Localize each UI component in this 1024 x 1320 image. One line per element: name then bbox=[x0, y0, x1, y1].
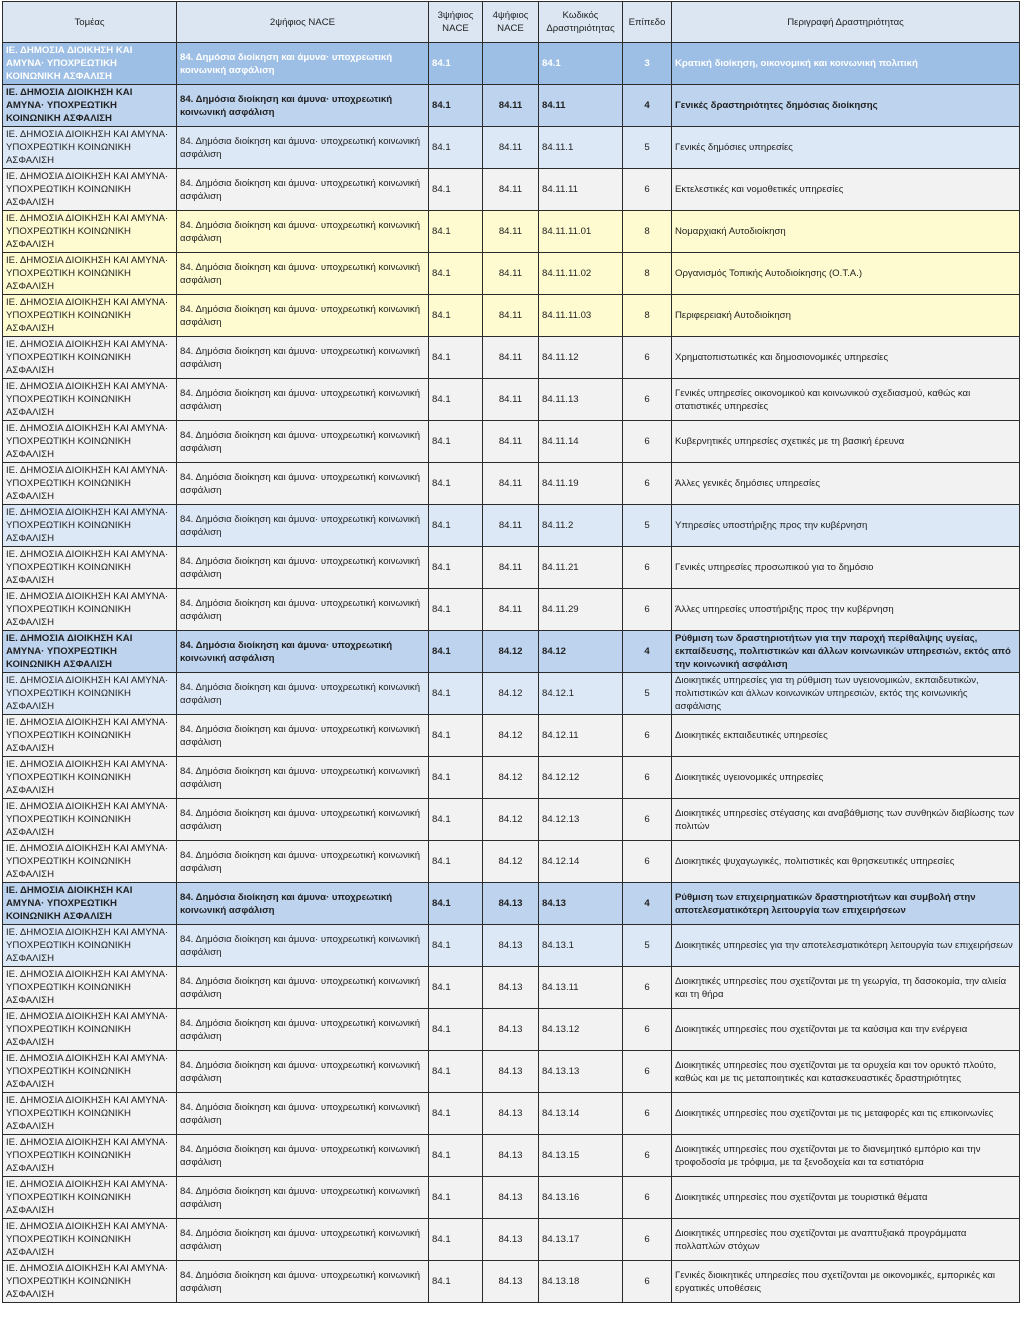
description-cell: Άλλες γενικές δημόσιες υπηρεσίες bbox=[672, 463, 1020, 505]
table-row bbox=[3, 379, 1020, 421]
nace2-cell: 84. Δημόσια διοίκηση και άμυνα· υποχρεωτική κοινωνική ασφάλιση bbox=[177, 1051, 429, 1093]
description-cell: Γενικές υπηρεσίες οικονομικού και κοινωνικού σχεδιασμού, καθώς και στατιστικές υπηρεσίες bbox=[672, 379, 1020, 421]
nace4-cell: 84.12 bbox=[483, 631, 539, 673]
sector-cell: ΙΕ. ΔΗΜΟΣΙΑ ΔΙΟΙΚΗΣΗ ΚΑΙ ΑΜΥΝΑ· ΥΠΟΧΡΕΩΤΙΚΗ ΚΟΙΝΩΝΙΚΗ ΑΣΦΑΛΙΣΗ bbox=[3, 589, 177, 631]
nace3-cell: 84.1 bbox=[429, 925, 483, 967]
nace3-cell: 84.1 bbox=[429, 169, 483, 211]
nace3-cell: 84.1 bbox=[429, 715, 483, 757]
nace2-cell: 84. Δημόσια διοίκηση και άμυνα· υποχρεωτική κοινωνική ασφάλιση bbox=[177, 1093, 429, 1135]
activity-code-cell: 84.11.29 bbox=[539, 589, 623, 631]
activity-code-cell: 84.11.19 bbox=[539, 463, 623, 505]
activity-code-cell: 84.13.12 bbox=[539, 1009, 623, 1051]
nace3-cell: 84.1 bbox=[429, 295, 483, 337]
nace4-cell: 84.11 bbox=[483, 253, 539, 295]
nace3-cell: 84.1 bbox=[429, 211, 483, 253]
table-row bbox=[3, 841, 1020, 883]
table-row bbox=[3, 1051, 1020, 1093]
sector-cell: ΙΕ. ΔΗΜΟΣΙΑ ΔΙΟΙΚΗΣΗ ΚΑΙ ΑΜΥΝΑ· ΥΠΟΧΡΕΩΤΙΚΗ ΚΟΙΝΩΝΙΚΗ ΑΣΦΑΛΙΣΗ bbox=[3, 295, 177, 337]
nace4-cell: 84.13 bbox=[483, 967, 539, 1009]
table-row bbox=[3, 337, 1020, 379]
nace2-cell: 84. Δημόσια διοίκηση και άμυνα· υποχρεωτική κοινωνική ασφάλιση bbox=[177, 43, 429, 85]
sector-cell: ΙΕ. ΔΗΜΟΣΙΑ ΔΙΟΙΚΗΣΗ ΚΑΙ ΑΜΥΝΑ· ΥΠΟΧΡΕΩΤΙΚΗ ΚΟΙΝΩΝΙΚΗ ΑΣΦΑΛΙΣΗ bbox=[3, 169, 177, 211]
activity-code-cell: 84.13.1 bbox=[539, 925, 623, 967]
description-cell: Εκτελεστικές και νομοθετικές υπηρεσίες bbox=[672, 169, 1020, 211]
sector-cell: ΙΕ. ΔΗΜΟΣΙΑ ΔΙΟΙΚΗΣΗ ΚΑΙ ΑΜΥΝΑ· ΥΠΟΧΡΕΩΤΙΚΗ ΚΟΙΝΩΝΙΚΗ ΑΣΦΑΛΙΣΗ bbox=[3, 379, 177, 421]
activity-code-cell: 84.13.11 bbox=[539, 967, 623, 1009]
activity-code-cell: 84.11.21 bbox=[539, 547, 623, 589]
sector-cell: ΙΕ. ΔΗΜΟΣΙΑ ΔΙΟΙΚΗΣΗ ΚΑΙ ΑΜΥΝΑ· ΥΠΟΧΡΕΩΤΙΚΗ ΚΟΙΝΩΝΙΚΗ ΑΣΦΑΛΙΣΗ bbox=[3, 1051, 177, 1093]
nace4-cell: 84.13 bbox=[483, 1135, 539, 1177]
sector-cell: ΙΕ. ΔΗΜΟΣΙΑ ΔΙΟΙΚΗΣΗ ΚΑΙ ΑΜΥΝΑ· ΥΠΟΧΡΕΩΤΙΚΗ ΚΟΙΝΩΝΙΚΗ ΑΣΦΑΛΙΣΗ bbox=[3, 1261, 177, 1303]
description-cell: Άλλες υπηρεσίες υποστήριξης προς την κυβέρνηση bbox=[672, 589, 1020, 631]
nace4-cell: 84.11 bbox=[483, 379, 539, 421]
table-row bbox=[3, 547, 1020, 589]
nace2-cell: 84. Δημόσια διοίκηση και άμυνα· υποχρεωτική κοινωνική ασφάλιση bbox=[177, 841, 429, 883]
description-cell: Διοικητικές υπηρεσίες που σχετίζονται με τουριστικά θέματα bbox=[672, 1177, 1020, 1219]
nace3-cell: 84.1 bbox=[429, 127, 483, 169]
table-row bbox=[3, 295, 1020, 337]
header-description: Περιγραφή Δραστηριότητας bbox=[672, 2, 1020, 43]
nace3-cell: 84.1 bbox=[429, 967, 483, 1009]
nace3-cell: 84.1 bbox=[429, 1219, 483, 1261]
level-cell: 4 bbox=[623, 883, 672, 925]
activity-code-cell: 84.12 bbox=[539, 631, 623, 673]
nace3-cell: 84.1 bbox=[429, 1261, 483, 1303]
description-cell: Γενικές διοικητικές υπηρεσίες που σχετίζονται με οικονομικές, εμπορικές και εργατικές υποθέσεις bbox=[672, 1261, 1020, 1303]
nace2-cell: 84. Δημόσια διοίκηση και άμυνα· υποχρεωτική κοινωνική ασφάλιση bbox=[177, 85, 429, 127]
activity-code-cell: 84.13.16 bbox=[539, 1177, 623, 1219]
nace2-cell: 84. Δημόσια διοίκηση και άμυνα· υποχρεωτική κοινωνική ασφάλιση bbox=[177, 379, 429, 421]
classification-table-container bbox=[2, 1, 1020, 1303]
sector-cell: ΙΕ. ΔΗΜΟΣΙΑ ΔΙΟΙΚΗΣΗ ΚΑΙ ΑΜΥΝΑ· ΥΠΟΧΡΕΩΤΙΚΗ ΚΟΙΝΩΝΙΚΗ ΑΣΦΑΛΙΣΗ bbox=[3, 1219, 177, 1261]
nace3-cell: 84.1 bbox=[429, 589, 483, 631]
table-row bbox=[3, 1261, 1020, 1303]
nace4-cell: 84.13 bbox=[483, 883, 539, 925]
description-cell: Διοικητικές υπηρεσίες που σχετίζονται με τα καύσιμα και την ενέργεια bbox=[672, 1009, 1020, 1051]
nace2-cell: 84. Δημόσια διοίκηση και άμυνα· υποχρεωτική κοινωνική ασφάλιση bbox=[177, 1009, 429, 1051]
nace2-cell: 84. Δημόσια διοίκηση και άμυνα· υποχρεωτική κοινωνική ασφάλιση bbox=[177, 1219, 429, 1261]
sector-cell: ΙΕ. ΔΗΜΟΣΙΑ ΔΙΟΙΚΗΣΗ ΚΑΙ ΑΜΥΝΑ· ΥΠΟΧΡΕΩΤΙΚΗ ΚΟΙΝΩΝΙΚΗ ΑΣΦΑΛΙΣΗ bbox=[3, 757, 177, 799]
level-cell: 6 bbox=[623, 379, 672, 421]
nace3-cell: 84.1 bbox=[429, 379, 483, 421]
nace2-cell: 84. Δημόσια διοίκηση και άμυνα· υποχρεωτική κοινωνική ασφάλιση bbox=[177, 337, 429, 379]
nace4-cell: 84.11 bbox=[483, 169, 539, 211]
level-cell: 6 bbox=[623, 547, 672, 589]
activity-code-cell: 84.12.13 bbox=[539, 799, 623, 841]
sector-cell: ΙΕ. ΔΗΜΟΣΙΑ ΔΙΟΙΚΗΣΗ ΚΑΙ ΑΜΥΝΑ· ΥΠΟΧΡΕΩΤΙΚΗ ΚΟΙΝΩΝΙΚΗ ΑΣΦΑΛΙΣΗ bbox=[3, 85, 177, 127]
level-cell: 8 bbox=[623, 295, 672, 337]
sector-cell: ΙΕ. ΔΗΜΟΣΙΑ ΔΙΟΙΚΗΣΗ ΚΑΙ ΑΜΥΝΑ· ΥΠΟΧΡΕΩΤΙΚΗ ΚΟΙΝΩΝΙΚΗ ΑΣΦΑΛΙΣΗ bbox=[3, 673, 177, 715]
nace2-cell: 84. Δημόσια διοίκηση και άμυνα· υποχρεωτική κοινωνική ασφάλιση bbox=[177, 883, 429, 925]
activity-code-cell: 84.13.14 bbox=[539, 1093, 623, 1135]
level-cell: 4 bbox=[623, 85, 672, 127]
table-row bbox=[3, 967, 1020, 1009]
activity-code-cell: 84.12.12 bbox=[539, 757, 623, 799]
table-row bbox=[3, 1009, 1020, 1051]
nace3-cell: 84.1 bbox=[429, 1177, 483, 1219]
table-header bbox=[3, 2, 1020, 43]
nace3-cell: 84.1 bbox=[429, 253, 483, 295]
header-nace4: 4ψήφιος NACE bbox=[483, 2, 539, 43]
level-cell: 6 bbox=[623, 841, 672, 883]
sector-cell: ΙΕ. ΔΗΜΟΣΙΑ ΔΙΟΙΚΗΣΗ ΚΑΙ ΑΜΥΝΑ· ΥΠΟΧΡΕΩΤΙΚΗ ΚΟΙΝΩΝΙΚΗ ΑΣΦΑΛΙΣΗ bbox=[3, 505, 177, 547]
sector-cell: ΙΕ. ΔΗΜΟΣΙΑ ΔΙΟΙΚΗΣΗ ΚΑΙ ΑΜΥΝΑ· ΥΠΟΧΡΕΩΤΙΚΗ ΚΟΙΝΩΝΙΚΗ ΑΣΦΑΛΙΣΗ bbox=[3, 1135, 177, 1177]
activity-code-cell: 84.11.11.02 bbox=[539, 253, 623, 295]
sector-cell: ΙΕ. ΔΗΜΟΣΙΑ ΔΙΟΙΚΗΣΗ ΚΑΙ ΑΜΥΝΑ· ΥΠΟΧΡΕΩΤΙΚΗ ΚΟΙΝΩΝΙΚΗ ΑΣΦΑΛΙΣΗ bbox=[3, 253, 177, 295]
description-cell: Διοικητικές υπηρεσίες που σχετίζονται με αναπτυξιακά προγράμματα πολλαπλών στόχων bbox=[672, 1219, 1020, 1261]
activity-code-cell: 84.11.11 bbox=[539, 169, 623, 211]
sector-cell: ΙΕ. ΔΗΜΟΣΙΑ ΔΙΟΙΚΗΣΗ ΚΑΙ ΑΜΥΝΑ· ΥΠΟΧΡΕΩΤΙΚΗ ΚΟΙΝΩΝΙΚΗ ΑΣΦΑΛΙΣΗ bbox=[3, 841, 177, 883]
nace2-cell: 84. Δημόσια διοίκηση και άμυνα· υποχρεωτική κοινωνική ασφάλιση bbox=[177, 799, 429, 841]
nace2-cell: 84. Δημόσια διοίκηση και άμυνα· υποχρεωτική κοινωνική ασφάλιση bbox=[177, 967, 429, 1009]
description-cell: Γενικές δημόσιες υπηρεσίες bbox=[672, 127, 1020, 169]
header-nace3: 3ψήφιος NACE bbox=[429, 2, 483, 43]
nace4-cell: 84.12 bbox=[483, 715, 539, 757]
header-activity-code: Κωδικός Δραστηριότητας bbox=[539, 2, 623, 43]
sector-cell: ΙΕ. ΔΗΜΟΣΙΑ ΔΙΟΙΚΗΣΗ ΚΑΙ ΑΜΥΝΑ· ΥΠΟΧΡΕΩΤΙΚΗ ΚΟΙΝΩΝΙΚΗ ΑΣΦΑΛΙΣΗ bbox=[3, 211, 177, 253]
nace2-cell: 84. Δημόσια διοίκηση και άμυνα· υποχρεωτική κοινωνική ασφάλιση bbox=[177, 589, 429, 631]
sector-cell: ΙΕ. ΔΗΜΟΣΙΑ ΔΙΟΙΚΗΣΗ ΚΑΙ ΑΜΥΝΑ· ΥΠΟΧΡΕΩΤΙΚΗ ΚΟΙΝΩΝΙΚΗ ΑΣΦΑΛΙΣΗ bbox=[3, 967, 177, 1009]
table-row bbox=[3, 1135, 1020, 1177]
sector-cell: ΙΕ. ΔΗΜΟΣΙΑ ΔΙΟΙΚΗΣΗ ΚΑΙ ΑΜΥΝΑ· ΥΠΟΧΡΕΩΤΙΚΗ ΚΟΙΝΩΝΙΚΗ ΑΣΦΑΛΙΣΗ bbox=[3, 337, 177, 379]
level-cell: 6 bbox=[623, 1261, 672, 1303]
table-body bbox=[3, 43, 1020, 1303]
description-cell: Διοικητικές υγειονομικές υπηρεσίες bbox=[672, 757, 1020, 799]
level-cell: 6 bbox=[623, 1093, 672, 1135]
level-cell: 5 bbox=[623, 673, 672, 715]
description-cell: Διοικητικές εκπαιδευτικές υπηρεσίες bbox=[672, 715, 1020, 757]
description-cell: Διοικητικές υπηρεσίες που σχετίζονται με το διανεμητικό εμπόριο και την τροφοδοσία με τρόφιμα, με τα ξενοδοχεία και τα εστιατόρια bbox=[672, 1135, 1020, 1177]
activity-code-cell: 84.13 bbox=[539, 883, 623, 925]
sector-cell: ΙΕ. ΔΗΜΟΣΙΑ ΔΙΟΙΚΗΣΗ ΚΑΙ ΑΜΥΝΑ· ΥΠΟΧΡΕΩΤΙΚΗ ΚΟΙΝΩΝΙΚΗ ΑΣΦΑΛΙΣΗ bbox=[3, 925, 177, 967]
sector-cell: ΙΕ. ΔΗΜΟΣΙΑ ΔΙΟΙΚΗΣΗ ΚΑΙ ΑΜΥΝΑ· ΥΠΟΧΡΕΩΤΙΚΗ ΚΟΙΝΩΝΙΚΗ ΑΣΦΑΛΙΣΗ bbox=[3, 715, 177, 757]
nace4-cell: 84.11 bbox=[483, 85, 539, 127]
activity-code-cell: 84.11.14 bbox=[539, 421, 623, 463]
description-cell: Διοικητικές υπηρεσίες που σχετίζονται με τις μεταφορές και τις επικοινωνίες bbox=[672, 1093, 1020, 1135]
activity-code-cell: 84.11.13 bbox=[539, 379, 623, 421]
nace3-cell: 84.1 bbox=[429, 1093, 483, 1135]
nace4-cell: 84.13 bbox=[483, 1261, 539, 1303]
description-cell: Υπηρεσίες υποστήριξης προς την κυβέρνηση bbox=[672, 505, 1020, 547]
header-sector: Τομέας bbox=[3, 2, 177, 43]
description-cell: Διοικητικές υπηρεσίες που σχετίζονται με τα ορυχεία και τον ορυκτό πλούτο, καθώς και με τις μεταποιητικές και κατασκευαστικές δραστηριότητες bbox=[672, 1051, 1020, 1093]
description-cell: Γενικές υπηρεσίες προσωπικού για το δημόσιο bbox=[672, 547, 1020, 589]
nace4-cell: 84.13 bbox=[483, 925, 539, 967]
activity-code-cell: 84.13.18 bbox=[539, 1261, 623, 1303]
activity-code-cell: 84.12.14 bbox=[539, 841, 623, 883]
table-row bbox=[3, 631, 1020, 673]
activity-code-cell: 84.11.11.01 bbox=[539, 211, 623, 253]
nace4-cell: 84.13 bbox=[483, 1009, 539, 1051]
activity-code-cell: 84.11.2 bbox=[539, 505, 623, 547]
table-row bbox=[3, 1219, 1020, 1261]
nace2-cell: 84. Δημόσια διοίκηση και άμυνα· υποχρεωτική κοινωνική ασφάλιση bbox=[177, 295, 429, 337]
activity-code-cell: 84.11.11.03 bbox=[539, 295, 623, 337]
nace4-cell: 84.13 bbox=[483, 1219, 539, 1261]
activity-code-cell: 84.13.13 bbox=[539, 1051, 623, 1093]
description-cell: Κρατική διοίκηση, οικονομική και κοινωνική πολιτική bbox=[672, 43, 1020, 85]
level-cell: 6 bbox=[623, 1219, 672, 1261]
level-cell: 3 bbox=[623, 43, 672, 85]
table-row bbox=[3, 589, 1020, 631]
level-cell: 6 bbox=[623, 799, 672, 841]
nace2-cell: 84. Δημόσια διοίκηση και άμυνα· υποχρεωτική κοινωνική ασφάλιση bbox=[177, 1177, 429, 1219]
table-row bbox=[3, 925, 1020, 967]
nace3-cell: 84.1 bbox=[429, 631, 483, 673]
level-cell: 6 bbox=[623, 421, 672, 463]
nace4-cell: 84.13 bbox=[483, 1051, 539, 1093]
sector-cell: ΙΕ. ΔΗΜΟΣΙΑ ΔΙΟΙΚΗΣΗ ΚΑΙ ΑΜΥΝΑ· ΥΠΟΧΡΕΩΤΙΚΗ ΚΟΙΝΩΝΙΚΗ ΑΣΦΑΛΙΣΗ bbox=[3, 799, 177, 841]
nace2-cell: 84. Δημόσια διοίκηση και άμυνα· υποχρεωτική κοινωνική ασφάλιση bbox=[177, 757, 429, 799]
nace3-cell: 84.1 bbox=[429, 421, 483, 463]
table-row bbox=[3, 169, 1020, 211]
level-cell: 8 bbox=[623, 253, 672, 295]
level-cell: 5 bbox=[623, 925, 672, 967]
nace4-cell: 84.11 bbox=[483, 127, 539, 169]
level-cell: 6 bbox=[623, 1177, 672, 1219]
level-cell: 6 bbox=[623, 967, 672, 1009]
nace4-cell: 84.11 bbox=[483, 421, 539, 463]
nace3-cell: 84.1 bbox=[429, 1135, 483, 1177]
table-row bbox=[3, 43, 1020, 85]
nace2-cell: 84. Δημόσια διοίκηση και άμυνα· υποχρεωτική κοινωνική ασφάλιση bbox=[177, 463, 429, 505]
nace4-cell: 84.12 bbox=[483, 841, 539, 883]
level-cell: 6 bbox=[623, 1135, 672, 1177]
table-row bbox=[3, 1093, 1020, 1135]
nace2-cell: 84. Δημόσια διοίκηση και άμυνα· υποχρεωτική κοινωνική ασφάλιση bbox=[177, 421, 429, 463]
nace-activity-table bbox=[2, 1, 1020, 1303]
table-row bbox=[3, 127, 1020, 169]
nace4-cell: 84.11 bbox=[483, 547, 539, 589]
nace2-cell: 84. Δημόσια διοίκηση και άμυνα· υποχρεωτική κοινωνική ασφάλιση bbox=[177, 715, 429, 757]
description-cell: Διοικητικές ψυχαγωγικές, πολιτιστικές και θρησκευτικές υπηρεσίες bbox=[672, 841, 1020, 883]
description-cell: Κυβερνητικές υπηρεσίες σχετικές με τη βασική έρευνα bbox=[672, 421, 1020, 463]
sector-cell: ΙΕ. ΔΗΜΟΣΙΑ ΔΙΟΙΚΗΣΗ ΚΑΙ ΑΜΥΝΑ· ΥΠΟΧΡΕΩΤΙΚΗ ΚΟΙΝΩΝΙΚΗ ΑΣΦΑΛΙΣΗ bbox=[3, 1177, 177, 1219]
nace4-cell: 84.12 bbox=[483, 799, 539, 841]
sector-cell: ΙΕ. ΔΗΜΟΣΙΑ ΔΙΟΙΚΗΣΗ ΚΑΙ ΑΜΥΝΑ· ΥΠΟΧΡΕΩΤΙΚΗ ΚΟΙΝΩΝΙΚΗ ΑΣΦΑΛΙΣΗ bbox=[3, 463, 177, 505]
header-nace2: 2ψήφιος NACE bbox=[177, 2, 429, 43]
nace2-cell: 84. Δημόσια διοίκηση και άμυνα· υποχρεωτική κοινωνική ασφάλιση bbox=[177, 925, 429, 967]
nace3-cell: 84.1 bbox=[429, 757, 483, 799]
activity-code-cell: 84.11 bbox=[539, 85, 623, 127]
table-row bbox=[3, 799, 1020, 841]
nace4-cell: 84.11 bbox=[483, 505, 539, 547]
table-row bbox=[3, 673, 1020, 715]
description-cell: Ρύθμιση των επιχειρηματικών δραστηριοτήτων και συμβολή στην αποτελεσματικότερη λειτουργία των επιχειρήσεων bbox=[672, 883, 1020, 925]
description-cell: Ρύθμιση των δραστηριοτήτων για την παροχή περίθαλψης υγείας, εκπαίδευσης, πολιτιστικών και άλλων κοινωνικών υπηρεσιών, εκτός από την κοινωνική ασφάλιση bbox=[672, 631, 1020, 673]
nace3-cell: 84.1 bbox=[429, 673, 483, 715]
description-cell: Διοικητικές υπηρεσίες για την αποτελεσματικότερη λειτουργία των επιχειρήσεων bbox=[672, 925, 1020, 967]
nace4-cell: 84.12 bbox=[483, 673, 539, 715]
nace2-cell: 84. Δημόσια διοίκηση και άμυνα· υποχρεωτική κοινωνική ασφάλιση bbox=[177, 253, 429, 295]
activity-code-cell: 84.1 bbox=[539, 43, 623, 85]
nace2-cell: 84. Δημόσια διοίκηση και άμυνα· υποχρεωτική κοινωνική ασφάλιση bbox=[177, 631, 429, 673]
nace4-cell: 84.11 bbox=[483, 211, 539, 253]
sector-cell: ΙΕ. ΔΗΜΟΣΙΑ ΔΙΟΙΚΗΣΗ ΚΑΙ ΑΜΥΝΑ· ΥΠΟΧΡΕΩΤΙΚΗ ΚΟΙΝΩΝΙΚΗ ΑΣΦΑΛΙΣΗ bbox=[3, 547, 177, 589]
nace2-cell: 84. Δημόσια διοίκηση και άμυνα· υποχρεωτική κοινωνική ασφάλιση bbox=[177, 1135, 429, 1177]
description-cell: Διοικητικές υπηρεσίες στέγασης και αναβάθμισης των συνθηκών διαβίωσης των πολιτών bbox=[672, 799, 1020, 841]
level-cell: 8 bbox=[623, 211, 672, 253]
activity-code-cell: 84.12.11 bbox=[539, 715, 623, 757]
header-level: Επίπεδο bbox=[623, 2, 672, 43]
level-cell: 6 bbox=[623, 757, 672, 799]
description-cell: Περιφερειακή Αυτοδιοίκηση bbox=[672, 295, 1020, 337]
nace3-cell: 84.1 bbox=[429, 841, 483, 883]
nace4-cell: 84.11 bbox=[483, 337, 539, 379]
sector-cell: ΙΕ. ΔΗΜΟΣΙΑ ΔΙΟΙΚΗΣΗ ΚΑΙ ΑΜΥΝΑ· ΥΠΟΧΡΕΩΤΙΚΗ ΚΟΙΝΩΝΙΚΗ ΑΣΦΑΛΙΣΗ bbox=[3, 421, 177, 463]
nace4-cell: 84.12 bbox=[483, 757, 539, 799]
level-cell: 5 bbox=[623, 505, 672, 547]
nace3-cell: 84.1 bbox=[429, 1009, 483, 1051]
nace4-cell: 84.11 bbox=[483, 295, 539, 337]
level-cell: 6 bbox=[623, 169, 672, 211]
activity-code-cell: 84.13.15 bbox=[539, 1135, 623, 1177]
table-row bbox=[3, 463, 1020, 505]
description-cell: Χρηματοπιστωτικές και δημοσιονομικές υπηρεσίες bbox=[672, 337, 1020, 379]
nace3-cell: 84.1 bbox=[429, 463, 483, 505]
nace4-cell: 84.13 bbox=[483, 1093, 539, 1135]
nace4-cell: 84.11 bbox=[483, 589, 539, 631]
description-cell: Διοικητικές υπηρεσίες που σχετίζονται με τη γεωργία, τη δασοκομία, την αλιεία και τη θήρα bbox=[672, 967, 1020, 1009]
nace3-cell: 84.1 bbox=[429, 505, 483, 547]
level-cell: 6 bbox=[623, 1051, 672, 1093]
nace2-cell: 84. Δημόσια διοίκηση και άμυνα· υποχρεωτική κοινωνική ασφάλιση bbox=[177, 1261, 429, 1303]
table-row bbox=[3, 211, 1020, 253]
activity-code-cell: 84.12.1 bbox=[539, 673, 623, 715]
table-row bbox=[3, 253, 1020, 295]
nace2-cell: 84. Δημόσια διοίκηση και άμυνα· υποχρεωτική κοινωνική ασφάλιση bbox=[177, 547, 429, 589]
table-row bbox=[3, 1177, 1020, 1219]
table-row bbox=[3, 757, 1020, 799]
sector-cell: ΙΕ. ΔΗΜΟΣΙΑ ΔΙΟΙΚΗΣΗ ΚΑΙ ΑΜΥΝΑ· ΥΠΟΧΡΕΩΤΙΚΗ ΚΟΙΝΩΝΙΚΗ ΑΣΦΑΛΙΣΗ bbox=[3, 43, 177, 85]
nace3-cell: 84.1 bbox=[429, 883, 483, 925]
activity-code-cell: 84.11.12 bbox=[539, 337, 623, 379]
sector-cell: ΙΕ. ΔΗΜΟΣΙΑ ΔΙΟΙΚΗΣΗ ΚΑΙ ΑΜΥΝΑ· ΥΠΟΧΡΕΩΤΙΚΗ ΚΟΙΝΩΝΙΚΗ ΑΣΦΑΛΙΣΗ bbox=[3, 631, 177, 673]
table-row bbox=[3, 505, 1020, 547]
nace2-cell: 84. Δημόσια διοίκηση και άμυνα· υποχρεωτική κοινωνική ασφάλιση bbox=[177, 211, 429, 253]
level-cell: 6 bbox=[623, 463, 672, 505]
level-cell: 6 bbox=[623, 715, 672, 757]
nace4-cell: 84.11 bbox=[483, 463, 539, 505]
nace3-cell: 84.1 bbox=[429, 1051, 483, 1093]
table-row bbox=[3, 883, 1020, 925]
nace2-cell: 84. Δημόσια διοίκηση και άμυνα· υποχρεωτική κοινωνική ασφάλιση bbox=[177, 673, 429, 715]
nace3-cell: 84.1 bbox=[429, 85, 483, 127]
nace4-cell bbox=[483, 43, 539, 85]
table-row bbox=[3, 85, 1020, 127]
nace2-cell: 84. Δημόσια διοίκηση και άμυνα· υποχρεωτική κοινωνική ασφάλιση bbox=[177, 127, 429, 169]
level-cell: 6 bbox=[623, 589, 672, 631]
sector-cell: ΙΕ. ΔΗΜΟΣΙΑ ΔΙΟΙΚΗΣΗ ΚΑΙ ΑΜΥΝΑ· ΥΠΟΧΡΕΩΤΙΚΗ ΚΟΙΝΩΝΙΚΗ ΑΣΦΑΛΙΣΗ bbox=[3, 883, 177, 925]
nace3-cell: 84.1 bbox=[429, 337, 483, 379]
nace3-cell: 84.1 bbox=[429, 799, 483, 841]
level-cell: 6 bbox=[623, 1009, 672, 1051]
nace2-cell: 84. Δημόσια διοίκηση και άμυνα· υποχρεωτική κοινωνική ασφάλιση bbox=[177, 505, 429, 547]
sector-cell: ΙΕ. ΔΗΜΟΣΙΑ ΔΙΟΙΚΗΣΗ ΚΑΙ ΑΜΥΝΑ· ΥΠΟΧΡΕΩΤΙΚΗ ΚΟΙΝΩΝΙΚΗ ΑΣΦΑΛΙΣΗ bbox=[3, 1093, 177, 1135]
table-row bbox=[3, 421, 1020, 463]
activity-code-cell: 84.11.1 bbox=[539, 127, 623, 169]
nace3-cell: 84.1 bbox=[429, 547, 483, 589]
header-row bbox=[3, 2, 1020, 43]
level-cell: 4 bbox=[623, 631, 672, 673]
nace3-cell: 84.1 bbox=[429, 43, 483, 85]
sector-cell: ΙΕ. ΔΗΜΟΣΙΑ ΔΙΟΙΚΗΣΗ ΚΑΙ ΑΜΥΝΑ· ΥΠΟΧΡΕΩΤΙΚΗ ΚΟΙΝΩΝΙΚΗ ΑΣΦΑΛΙΣΗ bbox=[3, 127, 177, 169]
activity-code-cell: 84.13.17 bbox=[539, 1219, 623, 1261]
description-cell: Διοικητικές υπηρεσίες για τη ρύθμιση των υγειονομικών, εκπαιδευτικών, πολιτιστικών και άλλων κοινωνικών υπηρεσιών, εκτός της κοινωνικής ασφάλισης bbox=[672, 673, 1020, 715]
nace4-cell: 84.13 bbox=[483, 1177, 539, 1219]
description-cell: Γενικές δραστηριότητες δημόσιας διοίκησης bbox=[672, 85, 1020, 127]
sector-cell: ΙΕ. ΔΗΜΟΣΙΑ ΔΙΟΙΚΗΣΗ ΚΑΙ ΑΜΥΝΑ· ΥΠΟΧΡΕΩΤΙΚΗ ΚΟΙΝΩΝΙΚΗ ΑΣΦΑΛΙΣΗ bbox=[3, 1009, 177, 1051]
level-cell: 6 bbox=[623, 337, 672, 379]
description-cell: Νομαρχιακή Αυτοδιοίκηση bbox=[672, 211, 1020, 253]
nace2-cell: 84. Δημόσια διοίκηση και άμυνα· υποχρεωτική κοινωνική ασφάλιση bbox=[177, 169, 429, 211]
level-cell: 5 bbox=[623, 127, 672, 169]
description-cell: Οργανισμός Τοπικής Αυτοδιοίκησης (Ο.Τ.Α.) bbox=[672, 253, 1020, 295]
table-row bbox=[3, 715, 1020, 757]
